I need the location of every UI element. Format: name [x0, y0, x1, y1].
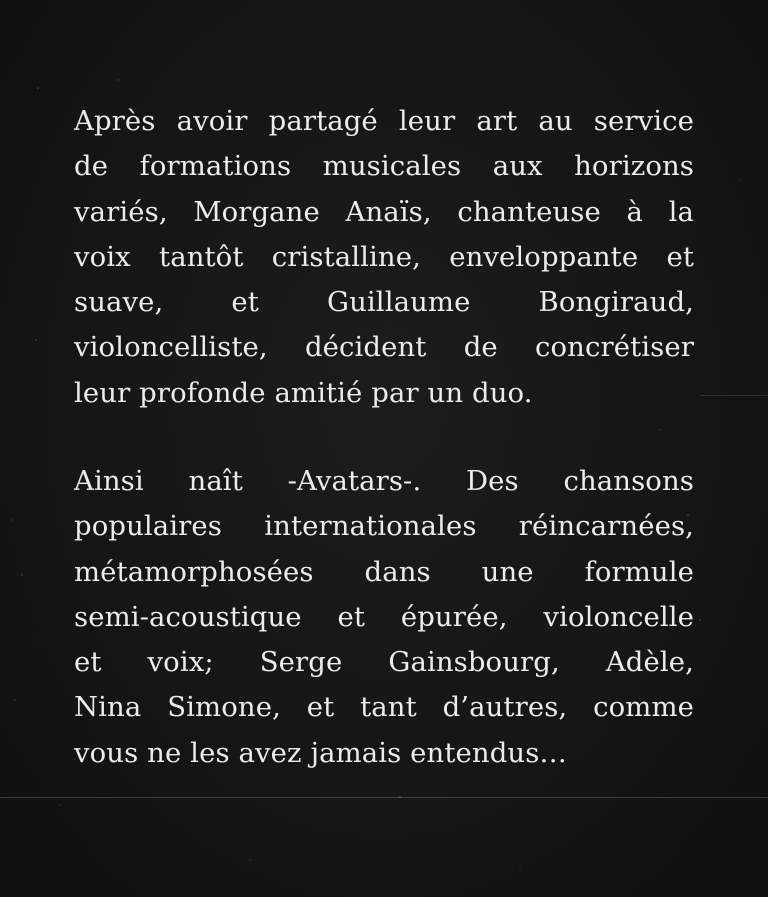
text-line: suave, et Guillaume Bongiraud,: [74, 286, 694, 319]
text-line: vous ne les avez jamais entendus…: [74, 736, 568, 769]
text-line: violoncelliste, décident de concrétiser: [74, 331, 694, 364]
text-line: Nina Simone, et tant d’autres, comme: [74, 691, 694, 724]
text-line: Ainsi naît -Avatars-. Des chansons: [74, 465, 694, 497]
text-line: de formations musicales aux horizons: [74, 150, 694, 183]
paragraph-2: [74, 459, 694, 776]
text-line: populaires internationales réincarnées,: [74, 510, 694, 543]
bottom-rule: [0, 797, 768, 798]
text-line: variés, Morgane Anaïs, chanteuse à la: [74, 195, 694, 228]
text-line: leur profonde amitié par un duo.: [74, 376, 533, 409]
text-line: et voix; Serge Gainsbourg, Adèle,: [74, 646, 694, 679]
text-line: Après avoir partagé leur art au service: [74, 105, 694, 137]
paragraph-1: [74, 99, 694, 416]
text-line: semi-acoustique et épurée, violoncelle: [74, 600, 694, 633]
text-line: métamorphosées dans une formule: [74, 555, 694, 588]
text-line: voix tantôt cristalline, enveloppante et: [74, 240, 694, 273]
right-rule: [700, 395, 768, 396]
